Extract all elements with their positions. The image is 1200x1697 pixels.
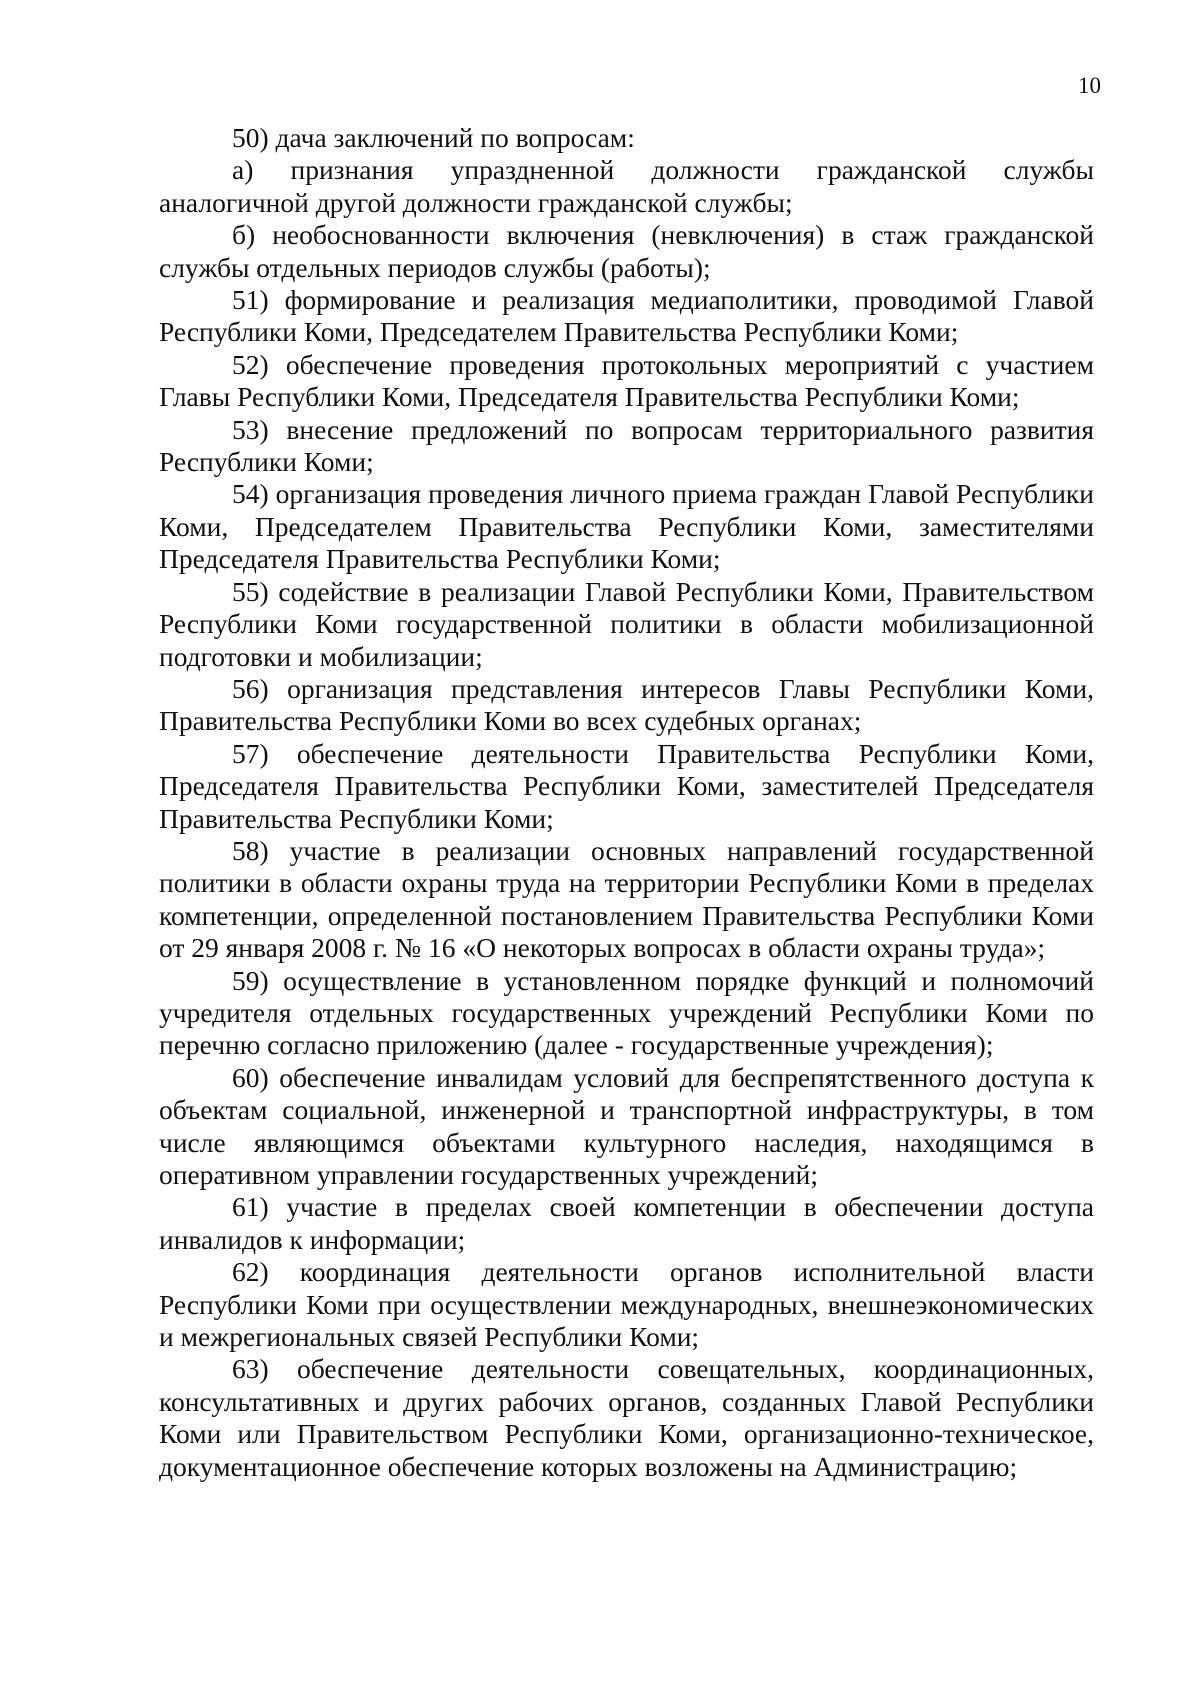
paragraph-62: 62) координация деятельности органов исполнительной власти Республики Коми при осуществлении международных, внешнеэкономических и межрегиональных связей Республики Коми; (159, 1256, 1094, 1353)
paragraph-56: 56) организация представления интересов Главы Республики Коми, Правительства Республики Коми во всех судебных органах; (159, 672, 1094, 737)
paragraph-58: 58) участие в реализации основных направлений государственной политики в области охраны труда на территории Республики Коми в пределах компетенции, определенной постановлением Правительства Республики Коми от 29 января 2008 г. № 16 «О некоторых вопросах в области охраны труда»; (159, 834, 1094, 964)
page-number: 10 (1078, 73, 1101, 98)
paragraph-61: 61) участие в пределах своей компетенции в обеспечении доступа инвалидов к информации; (159, 1191, 1094, 1255)
paragraph-50a: а) признания упраздненной должности гражданской службы аналогичной другой должности гражданской службы; (159, 154, 1094, 218)
document-body (159, 122, 1094, 1483)
paragraph-55: 55) содействие в реализации Главой Республики Коми, Правительством Республики Коми государственной политики в области мобилизационной подготовки и мобилизации; (159, 575, 1094, 672)
paragraph-54: 54) организация проведения личного приема граждан Главой Республики Коми, Председателем Правительства Республики Коми, заместителями Председателя Правительства Республики Коми; (159, 478, 1094, 575)
paragraph-50b: б) необоснованности включения (невключения) в стаж гражданской службы отдельных периодов службы (работы); (159, 219, 1094, 283)
paragraph-52: 52) обеспечение проведения протокольных мероприятий с участием Главы Республики Коми, Председателя Правительства Республики Коми; (159, 348, 1094, 413)
paragraph-53: 53) внесение предложений по вопросам территориального развития Республики Коми; (159, 413, 1094, 478)
paragraph-51: 51) формирование и реализация медиаполитики, проводимой Главой Республики Коми, Председателем Правительства Республики Коми; (159, 284, 1094, 348)
paragraph-63: 63) обеспечение деятельности совещательных, координационных, консультативных и других рабочих органов, созданных Главой Республики Коми или Правительством Республики Коми, организационно-техническое, документационное обеспечение которых возложены на Администрацию; (159, 1353, 1094, 1482)
paragraph-59: 59) осуществление в установленном порядке функций и полномочий учредителя отдельных государственных учреждений Республики Коми по перечню согласно приложению (далее - государственные учреждения); (159, 964, 1094, 1061)
paragraph-60: 60) обеспечение инвалидам условий для беспрепятственного доступа к объектам социальной, инженерной и транспортной инфраструктуры, в том числе являющимся объектами культурного наследия, находящимся в оперативном управлении государственных учреждений; (159, 1061, 1094, 1190)
paragraph-50: 50) дача заключений по вопросам: (232, 122, 635, 153)
paragraph-57: 57) обеспечение деятельности Правительства Республики Коми, Председателя Правительства Республики Коми, заместителей Председателя Правительства Республики Коми; (159, 737, 1094, 834)
